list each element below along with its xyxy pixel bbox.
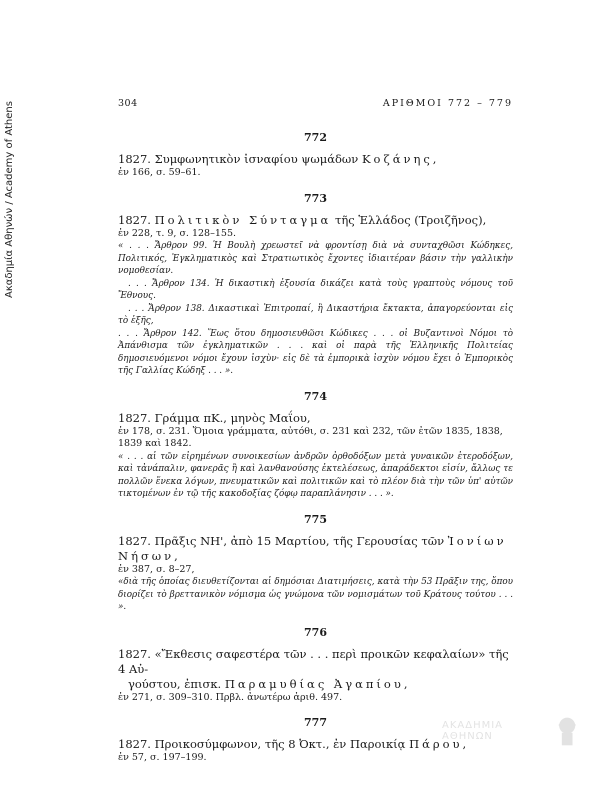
entry-reference: ἐν 387, σ. 8–27, [118,563,195,575]
entry-number: 772 [304,131,327,144]
entry-776 [118,626,513,705]
document-page [118,98,513,765]
academy-watermark [442,707,582,755]
entry-title-continued: γούστου, ἐπισκ. Παραμυθίας Ἀγαπίου, [128,676,411,691]
entry-reference: ἐν 178, σ. 231. Ὅμοια γράμματα, αὐτόθι, σ. 231 καὶ 232, τῶν ἐτῶν 1835, 1838, 1839 καὶ 1842. [118,425,503,449]
entry-quote: «διὰ τῆς ὁποίας διευθετίζονται αἱ δημόσιαι Διατιμήσεις, κατὰ τὴν 53 Πρᾶξιν της, ὅπου διορίζει τὸ βρεττανικὸν νόμισμα ὡς γνώμονα τῶν νομισμάτων τοῦ Κράτους τούτου . . . ». [118,577,513,612]
entry-title: 1827. Συμφωνητικὸν ἰσναφίου ψωμάδων Κοζάνης, [118,152,440,166]
entry-quote: « . . . αἱ τῶν εἰρημένων συνοικεσίων ἀνδρῶν ὀρθοδόξων μετὰ γυναικῶν ἑτεροδόξων, καὶ τἀνάπαλιν, φανερᾶς ἢ καὶ λανθανούσης ἐκτελέσεως, ἀπαράδεκτοι εἰσίν, ἄλλως τε πολλῶν ἕνεκα λόγων, πνευματικῶν καὶ πολιτικῶν καὶ τὸ πλέον διὰ τὴν τῶν ὑπ' αὐτῶν τικτομένων ἐν τῷ τῆς κακοδοξίας ζόφῳ παραπλάνησιν . . . ». [118,451,513,499]
watermark-text: ΑΚΑΔΗΜΙΑ ΑΘΗΝΩΝ [442,720,504,742]
entry-reference: ἐν 166, σ. 59–61. [118,167,201,178]
athena-logo-icon [552,711,582,751]
entry-quote: . . . Ἄρθρον 134. Ἡ δικαστικὴ ἐξουσία δικάζει κατὰ τοὺς γραπτοὺς νόμους τοῦ Ἔθνους. [118,278,513,301]
archive-side-label: Ακαδημία Αθηνών / Academy of Athens [4,101,15,299]
entry-title: 1827. Πρᾶξις ΝΗ', ἀπὸ 15 Μαρτίου, τῆς Γερουσίας τῶν Ἰονίων Νήσων, [118,533,507,563]
entry-775 [118,513,513,614]
entry-774 [118,390,513,501]
entry-772 [118,131,513,180]
running-title: ΑΡΙΘΜΟΙ 772 – 779 [382,98,513,109]
entry-title: 1827. Πολιτικὸν Σύνταγμα τῆς Ἑλλάδος (Τροιζῆνος), [118,212,487,227]
entry-title: 1827. Προικοσύμφωνον, τῆς 8 Ὀκτ., ἐν Παροικίᾳ Πάρου, [118,737,470,751]
entry-number: 774 [304,389,327,403]
entry-number: 776 [304,625,327,639]
page-number: 304 [118,98,138,109]
entry-number: 775 [304,512,327,526]
entry-number: 773 [304,191,327,205]
entry-quote: . . . Ἄρθρον 142. Ἕως ὅτου δημοσιευθῶσι Κώδικες . . . οἱ Βυζαντινοὶ Νόμοι τὸ Ἀπάνθισμα τῶν ἐγκληματικῶν . . . καὶ οἱ παρὰ τῆς Ἑλληνικῆς Πολιτείας δημοσιευόμενοι νόμοι ἔχουν ἰσχὺν· εἰς δὲ τὰ ἐμπορικὰ ἰσχὺν νόμου ἔχει ὁ Ἐμπορικὸς τῆς Γαλλίας Κώδηξ . . . ». [118,328,513,376]
entry-title: 1827. «Ἔκθεσις σαφεστέρα τῶν . . . περὶ προικῶν κεφαλαίων» τῆς 4 Αὐ- [118,646,509,676]
entry-quote: . . . Ἄρθρον 138. Δικαστικαὶ Ἐπιτροπαί, ἢ Δικαστήρια ἔκτακτα, ἀπαγορεύονται εἰς τὸ ἑξῆς, [118,303,513,326]
entry-number: 777 [304,716,327,729]
entry-reference: ἐν 271, σ. 309–310. Πρβλ. ἀνωτέρω ἀριθ. 497. [118,691,343,703]
entry-title: 1827. Γράμμα πΚ., μηνὸς Μαΐου, [118,410,311,425]
entry-reference: ἐν 57, σ. 197–199. [118,752,207,763]
entry-773 [118,192,513,378]
page-header [118,98,513,109]
entry-reference: ἐν 228, τ. 9, σ. 128–155. [118,227,237,239]
entry-quote: « . . . Ἄρθρον 99. Ἡ Βουλὴ χρεωστεῖ νὰ φροντίσῃ διὰ νὰ συνταχθῶσι Κώδηκες, Πολιτικός, Ἐγκληματικὸς καὶ Στρατιωτικὸς ἔχοντες ἰδιαιτέραν βάσιν τὴν γαλλικὴν νομοθεσίαν. [118,241,513,276]
